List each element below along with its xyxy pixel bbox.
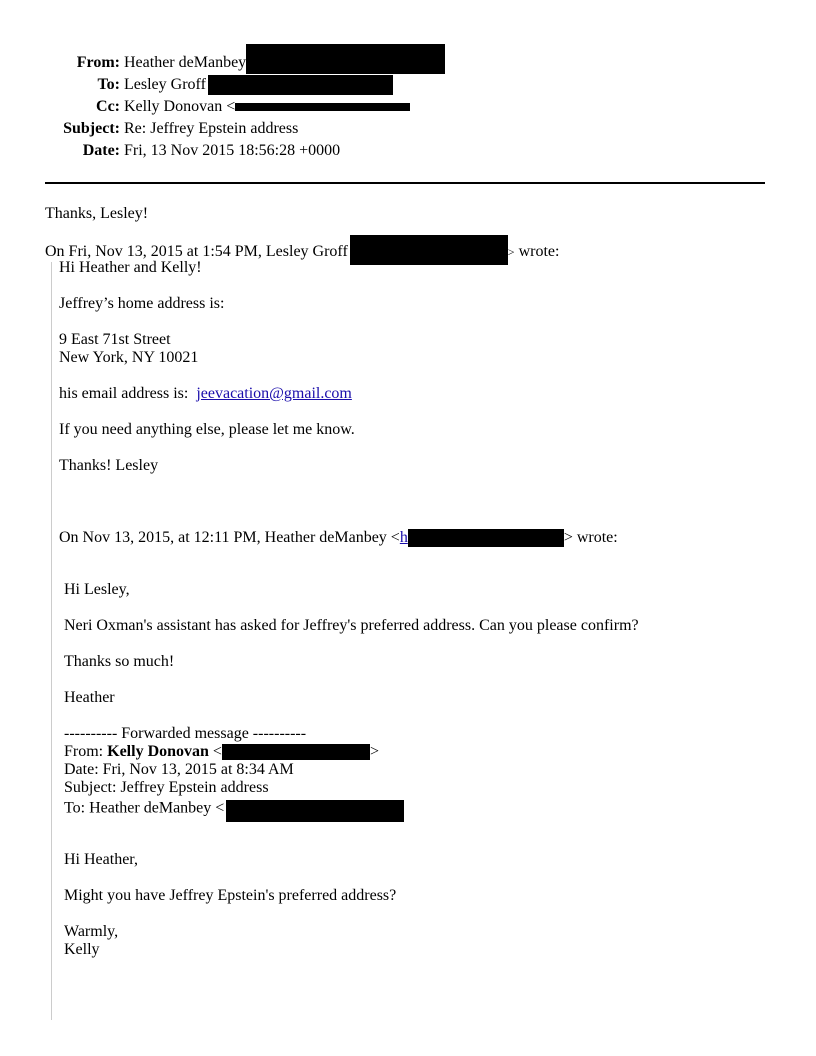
reply-intro-prefix: On Fri, Nov 13, 2015 at 1:54 PM, Lesley Groff — [45, 243, 348, 261]
redaction-box — [208, 75, 393, 95]
q1-greeting: Hi Heather and Kelly! — [59, 259, 202, 276]
forward-from — [64, 742, 379, 762]
from-row — [0, 52, 816, 74]
subject-row — [0, 118, 816, 140]
cc-name: Kelly Donovan < — [124, 98, 236, 115]
reply-intro-suffix: wrote: — [518, 243, 560, 261]
to-row — [0, 74, 816, 96]
q2-greeting: Hi Lesley, — [64, 581, 130, 598]
cc-value — [124, 96, 410, 118]
q1-email-intro: his email address is: — [59, 385, 189, 402]
q2-request: Neri Oxman's assistant has asked for Jeffrey's preferred address. Can you please confirm? — [64, 617, 639, 634]
to-label: To: — [97, 76, 120, 93]
q1-address-line1: 9 East 71st Street — [59, 331, 171, 348]
forward-separator: ---------- Forwarded message ---------- — [64, 725, 307, 742]
redaction-box — [235, 103, 410, 111]
fwd-greeting: Hi Heather, — [64, 851, 138, 868]
forward-to-text: To: Heather deManbey < — [64, 799, 225, 817]
redaction-box — [226, 800, 404, 822]
redaction-box — [350, 235, 508, 265]
date-value: Fri, 13 Nov 2015 18:56:28 +0000 — [124, 142, 341, 159]
q1-offer: If you need anything else, please let me know. — [59, 421, 355, 438]
fwd-question: Might you have Jeffrey Epstein's preferred address? — [64, 887, 397, 904]
fwd-sender: Kelly — [64, 941, 100, 958]
quote-bar — [51, 262, 52, 1020]
nested-intro-suffix: > wrote: — [563, 529, 618, 546]
nested-intro-prefix: On Nov 13, 2015, at 12:11 PM, Heather deManbey < — [59, 529, 400, 546]
from-value — [124, 52, 445, 74]
forward-to — [64, 796, 404, 816]
reply-intro: On Fri, Nov 13, 2015 at 1:54 PM, Lesley Groff > wrote: — [45, 240, 559, 260]
q2-thanks: Thanks so much! — [64, 653, 175, 670]
date-label: Date: — [82, 142, 120, 159]
header-divider — [45, 182, 765, 184]
nested-email-link[interactable]: h — [399, 529, 408, 546]
forward-subject: Subject: Jeffrey Epstein address — [64, 779, 269, 796]
q2-signature: Heather — [64, 689, 115, 706]
redaction-box — [408, 529, 564, 547]
subject-value: Re: Jeffrey Epstein address — [124, 120, 299, 137]
forward-from-close: > — [369, 743, 379, 760]
from-label: From: — [76, 54, 120, 71]
forward-date: Date: Fri, Nov 13, 2015 at 8:34 AM — [64, 761, 294, 778]
date-row — [0, 140, 816, 162]
forward-from-name: Kelly Donovan — [107, 743, 209, 760]
cc-label: Cc: — [96, 98, 120, 115]
q1-signoff: Thanks! Lesley — [59, 457, 159, 474]
from-name: Heather deManbey — [124, 54, 247, 71]
reply-greeting: Thanks, Lesley! — [45, 205, 149, 222]
q1-address-line2: New York, NY 10021 — [59, 349, 199, 366]
to-name: Lesley Groff — [124, 76, 206, 93]
forward-from-open: < — [212, 743, 222, 760]
email-link[interactable]: jeevacation@gmail.com — [196, 385, 352, 402]
nested-intro — [59, 528, 618, 548]
cc-row — [0, 96, 816, 118]
fwd-closing: Warmly, — [64, 923, 119, 940]
subject-label: Subject: — [63, 120, 120, 137]
to-value — [124, 74, 393, 96]
q1-email-line — [59, 384, 352, 404]
q1-address-intro: Jeffrey’s home address is: — [59, 295, 225, 312]
forward-from-label: From: — [64, 743, 104, 760]
redaction-box — [222, 744, 370, 760]
redaction-box — [246, 44, 445, 74]
